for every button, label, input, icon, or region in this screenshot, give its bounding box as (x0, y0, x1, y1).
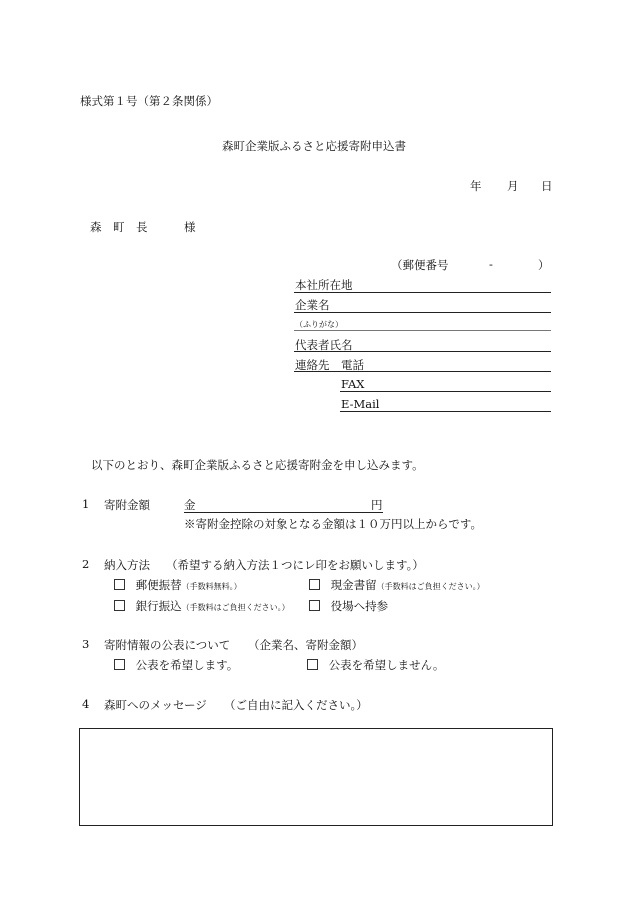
amount-field[interactable] (184, 512, 383, 513)
disclosure-option-label: 公表を希望しません。 (328, 658, 445, 672)
section4-instruction: （ご自由に記入ください。） (224, 698, 368, 712)
email-field[interactable] (340, 411, 551, 412)
company-label: 企業名 (295, 298, 330, 312)
contact-label: 連絡先 (295, 358, 330, 372)
date-day-label: 日 (541, 179, 553, 193)
disclosure-checkbox-yes[interactable] (114, 659, 125, 670)
section2-number: 2 (82, 557, 90, 571)
section3-number: 3 (82, 637, 90, 651)
fax-field[interactable] (340, 391, 551, 392)
email-label: E-Mail (341, 397, 380, 411)
postal-code-dash: - (489, 257, 493, 271)
payment-option-registered-mail[interactable] (309, 577, 485, 593)
payment-checkbox-postal-transfer[interactable] (114, 579, 125, 590)
amount-suffix: 円 (371, 498, 383, 512)
amount-note: ※寄附金控除の対象となる金額は１０万円以上からです。 (184, 517, 482, 531)
recipient-honorific: 様 (184, 220, 196, 234)
payment-option-label: 郵便振替 (135, 578, 182, 592)
payment-option-postal-transfer[interactable] (114, 577, 242, 593)
postal-code-close: ） (538, 258, 550, 272)
payment-option-note: （手数料無料。） (181, 582, 242, 591)
payment-option-label: 銀行振込 (135, 599, 182, 613)
section1-label: 寄附金額 (104, 498, 150, 512)
message-textarea[interactable] (79, 728, 553, 826)
payment-option-town-office[interactable] (309, 598, 388, 614)
section2-instruction: （希望する納入方法１つにレ印をお願いします。） (166, 558, 424, 572)
form-number: 様式第１号（第２条関係） (80, 94, 218, 108)
payment-option-label: 役場へ持参 (330, 599, 389, 613)
payment-checkbox-bank-transfer[interactable] (114, 600, 125, 611)
disclosure-option-label: 公表を希望します。 (135, 658, 239, 672)
payment-option-bank-transfer[interactable] (114, 598, 290, 614)
intro-text: 以下のとおり、森町企業版ふるさと応援寄附金を申し込みます。 (91, 458, 424, 472)
representative-label: 代表者氏名 (295, 338, 353, 352)
section3-label: 寄附情報の公表について (104, 638, 231, 652)
address-label: 本社所在地 (295, 278, 353, 292)
furigana-field[interactable] (294, 330, 551, 331)
payment-checkbox-registered-mail[interactable] (309, 579, 320, 590)
section2-label: 納入方法 (104, 558, 150, 572)
postal-code-label: （郵便番号 (391, 258, 449, 272)
company-field[interactable] (294, 312, 551, 313)
section4-label: 森町へのメッセージ (104, 698, 207, 712)
payment-option-note: （手数料はご負担ください。） (376, 582, 485, 591)
phone-label: 電話 (341, 358, 364, 372)
payment-option-note: （手数料はご負担ください。） (181, 603, 290, 612)
section4-number: 4 (82, 697, 90, 711)
representative-field[interactable] (294, 351, 551, 352)
amount-prefix: 金 (184, 498, 196, 512)
furigana-label: （ふりがな） (295, 320, 343, 329)
section3-instruction: （企業名、寄附金額） (248, 638, 363, 652)
form-title: 森町企業版ふるさと応援寄附申込書 (222, 139, 406, 153)
fax-label: FAX (341, 377, 365, 391)
recipient-name: 森 町 長 (90, 220, 148, 234)
phone-field[interactable] (294, 371, 551, 372)
disclosure-option-no[interactable] (307, 657, 444, 673)
address-field[interactable] (294, 292, 551, 293)
payment-option-label: 現金書留 (330, 578, 377, 592)
disclosure-option-yes[interactable] (114, 657, 238, 673)
section1-number: 1 (82, 497, 90, 511)
disclosure-checkbox-no[interactable] (307, 659, 318, 670)
date-month-label: 月 (507, 179, 519, 193)
payment-checkbox-town-office[interactable] (309, 600, 320, 611)
date-year-label: 年 (470, 179, 482, 193)
